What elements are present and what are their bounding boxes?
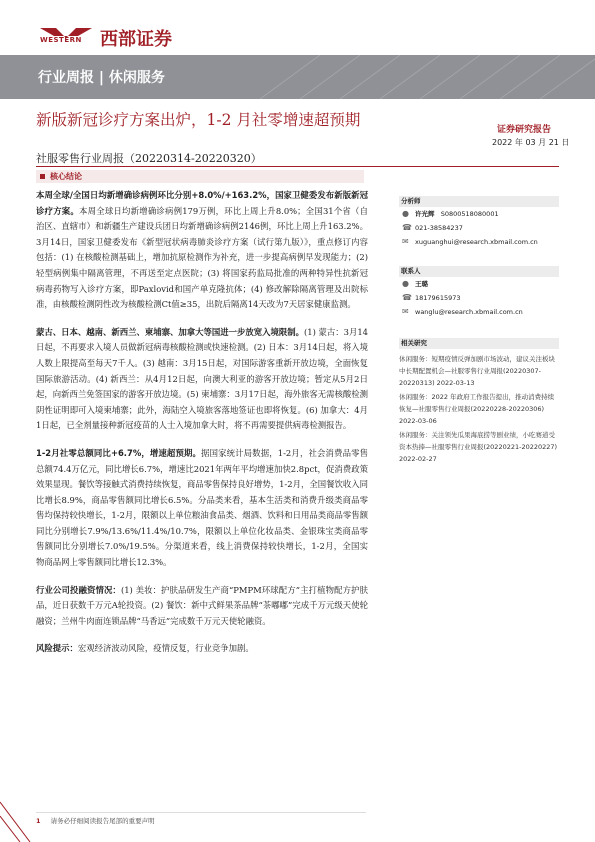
- paragraph-text: (1) 美妆：护肤品研发生产商“PMPM环球配方”主打植物配方护肤品，近日获数千万元A轮投资。(2) 餐饮：新中式鲜果茶品牌“茶嘟嘟”完成千万元级天使轮融资；兰州牛肉面连锁品牌“马香远”完成数千万元天使轮融资。: [36, 584, 369, 626]
- person-icon: ●: [402, 209, 409, 218]
- contact-heading: 联系人: [399, 266, 559, 277]
- section-banner: [0, 55, 595, 99]
- logo-en: WESTERN: [40, 36, 82, 44]
- contact-phone: 18179615973: [415, 294, 461, 302]
- contact-email[interactable]: wanglu@research.xbmail.com.cn: [415, 308, 523, 316]
- core-conclusion-text: 核心结论: [50, 172, 82, 181]
- paragraph-lead: 风险提示：: [36, 643, 78, 654]
- email-icon: ✉: [402, 237, 409, 246]
- related-item[interactable]: 休闲服务：短期疫情反弹加剧市场波动，建议关注板块中长期配置机会—社服零售行业周报(20220307-20220313) 2022-03-13: [399, 355, 555, 387]
- paragraph-text: 宏观经济波动风险，疫情反复，行业竞争加剧。: [77, 643, 254, 654]
- divider: [36, 166, 559, 167]
- report-type: 证券研究报告: [497, 125, 552, 135]
- analyst-name: 许光辉: [415, 210, 435, 218]
- paragraph-text: (1) 蒙古：3月14日起，不再要求入境人员做新冠病毒核酸检测或快速检测。(2) 日本：3月14日起，将入境人数上限提高至每天7千人。(3) 越南：3月15日起，对国际游客重新开放边境，全面恢复国际旅游活动。(4) 新西兰：从4月12日起，向澳大利亚的游客开放边境；暂定从5月2日起，向新西兰免签国家的游客开放边境。(5) 柬埔寨：3月17日起，海外旅客无需核酸检测阴性证明即可入境柬埔寨；此外，海陆空入境旅客落地签证也即将恢复。(6) 加拿大：4月1日起，已全剂量接种新冠疫苗的人士入境加拿大时，将不再需要提供病毒检测报告。: [36, 326, 369, 431]
- paragraph: [36, 446, 368, 571]
- phone-icon: ☎: [402, 293, 412, 302]
- related-panel: [399, 338, 559, 467]
- report-subtitle: 社服零售行业周报（20220314-20220320）: [36, 152, 262, 165]
- paragraph: [36, 325, 368, 434]
- footer-note: 请务必仔细阅读报告尾部的重要声明: [50, 817, 155, 825]
- analyst-heading: 分析师: [399, 196, 559, 207]
- related-item[interactable]: 休闲服务：关注领先瓜果海底捞等剧业绩，小吃赛道受资本热捧—社服零售行业周报(20220221-20220227) 2022-02-27: [399, 431, 558, 463]
- main-body: [36, 188, 368, 669]
- report-title: 新版新冠诊疗方案出炉，1-2 月社零增速超预期: [36, 111, 361, 129]
- paragraph: [36, 583, 368, 630]
- contact-row: [399, 277, 559, 291]
- paragraph: [36, 641, 368, 657]
- corner-decoration-icon: [0, 792, 90, 842]
- report-date: 2022 年 03 月 21 日: [492, 138, 570, 147]
- related-heading: 相关研究: [399, 338, 559, 349]
- contact-name: 王璐: [415, 280, 428, 288]
- paragraph-lead: 1-2月社零总额同比+6.7%，增速超预期。: [36, 447, 202, 458]
- page-number: 1: [36, 817, 41, 825]
- email-icon: ✉: [402, 307, 409, 316]
- logo-cn: 西部证券: [100, 29, 172, 50]
- phone-row: [399, 221, 559, 235]
- related-list: [399, 349, 559, 465]
- analyst-cert: S0800518080001: [440, 210, 499, 218]
- person-icon: ●: [402, 279, 409, 288]
- analyst-panel: [399, 196, 559, 249]
- email-row[interactable]: [399, 235, 559, 249]
- analyst-row: [399, 207, 559, 221]
- paragraph-text: 据国家统计局数据，1-2月，社会消费品零售总额74.4万亿元，同比增长6.7%，增速比2021年两年平均增速加快2.8pct，促消费政策效果显现。餐饮等接触式消费持续恢复，商品零售保持良好增势，1-2月，全国餐饮收入同比增长8.9%，商品零售额同比增长6.5%。分品类来看，基本生活类和消费升级类商品零售均保持较快增长，1-2月，限额以上单位粮油食品类、烟酒、饮料和日用品类商品零售额同比分别增长7.9%/13.6%/11.4%/10.7%，限额以上单位化妆品类、金银珠宝类商品零售额同比分别增长7.0%/19.5%。分渠道来看，线上消费保持较快增长，1-2月，全国实物商品网上零售额同比增长12.3%。: [36, 447, 368, 568]
- phone-icon: ☎: [402, 223, 412, 232]
- paragraph-lead: 蒙古、日本、越南、新西兰、柬埔寨、加拿大等国进一步放宽入境限制。: [36, 326, 304, 337]
- paragraph-text: 本周全球日均新增确诊病例179万例，环比上周上升8.0%；全国31个省（自治区、直辖市）和新疆生产建设兵团日均新增确诊病例2146例，环比上周上升163.2%。3月14日，国家卫健委发布《新型冠状病毒肺炎诊疗方案（试行第九版）》，重点修订内容包括：(1) 在核酸检测基础上，增加抗原检测作为补充，进一步提高病例早发现能力；(2) 轻型病例集中隔离管理，不再送至定点医院；(3) 将国家药监局批准的两种特异性抗新冠病毒药物写入诊疗方案，即Paxlovid和国产单克隆抗体；(4) 修改解除隔离管理及出院标准，由核酸检测阴性改为核酸检测Ct值≥35，出院后隔离14天改为7天居家健康监测。: [36, 205, 369, 310]
- banner-text: 行业周报 | 休闲服务: [38, 70, 165, 86]
- related-item[interactable]: 休闲服务：2022 年政府工作报告提出，推动消费持续恢复—社服零售行业周报(20220228-20220306) 2022-03-06: [399, 393, 555, 425]
- core-conclusion-label: [36, 170, 364, 183]
- phone-row: [399, 291, 559, 305]
- email-row[interactable]: [399, 305, 559, 319]
- analyst-email[interactable]: xuguanghui@research.xbmail.com.cn: [415, 238, 538, 246]
- analyst-phone: 021-38584237: [415, 224, 463, 232]
- paragraph: [36, 188, 368, 313]
- paragraph-lead: 本周全球/全国日均新增确诊病例环比分别+8.0%/+163.2%，国家卫健委发布新版新冠诊疗方案。: [36, 190, 368, 216]
- paragraph-lead: 行业公司投融资情况：: [36, 584, 121, 595]
- bullet-icon: [40, 174, 45, 179]
- contact-panel: [399, 266, 559, 319]
